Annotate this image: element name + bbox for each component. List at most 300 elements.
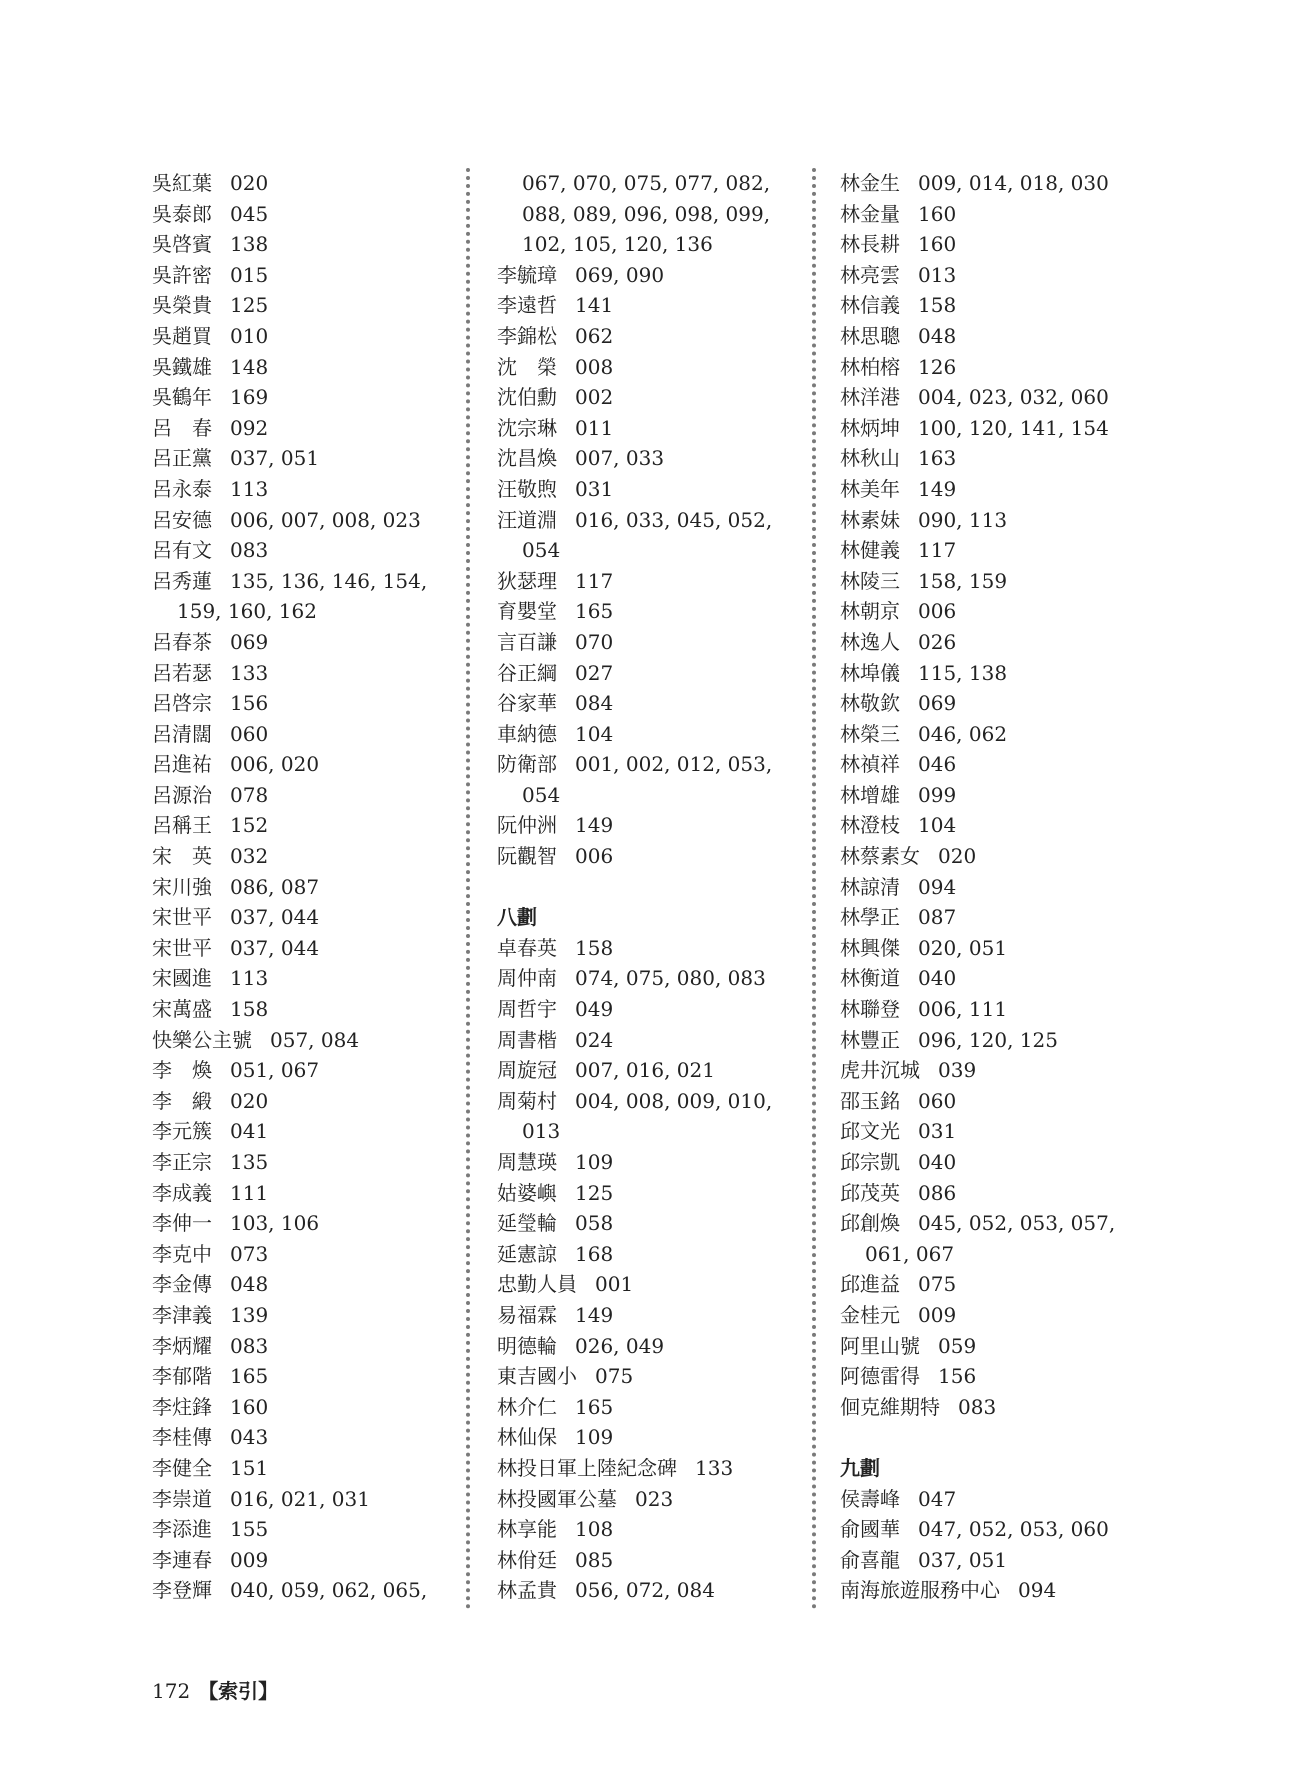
entry-name: 林蔡素女 [840,844,920,869]
entry-name: 吳許密 [152,262,212,287]
entry-pages: 094 [1018,1578,1057,1603]
index-entry [152,933,472,964]
entry-pages: 135 [230,1150,269,1174]
entry-pages: 096, 120, 125 [918,1027,1058,1052]
index-column-1 [152,168,472,1606]
entry-pages: 074, 075, 080, 083 [575,966,766,991]
entry-name: 周旋冠 [497,1058,557,1083]
entry-name: 周菊村 [497,1088,557,1113]
index-entry [152,841,472,872]
index-entry [152,902,472,933]
index-entry [152,749,472,780]
entry-pages: 111 [230,1180,269,1205]
entry-pages: 151 [230,1455,269,1480]
index-entry [152,688,472,719]
index-entry [152,1239,472,1270]
entry-pages: 141 [575,293,614,318]
entry-name: 佪克維期特 [840,1394,940,1419]
index-entry [497,1422,817,1453]
entry-pages: 126 [918,354,957,379]
index-entry-continuation: 054 [522,782,561,807]
index-entry [840,810,1160,841]
entry-pages: 075 [918,1272,957,1297]
entry-name: 李錦松 [497,323,557,348]
entry-name: 呂春茶 [152,629,212,654]
index-entry [152,810,472,841]
entry-name: 忠勤人員 [497,1272,577,1297]
entry-name: 侯壽峰 [840,1486,900,1511]
index-entry [840,1484,1160,1515]
index-entry [497,1300,817,1331]
index-entry [152,1025,472,1056]
entry-name: 李添進 [152,1517,212,1542]
index-entry [840,1269,1160,1300]
blank-line [840,1422,1160,1453]
entry-pages: 133 [230,660,269,685]
entry-pages: 004, 008, 009, 010, [575,1088,773,1113]
index-entry [840,535,1160,566]
entry-pages: 020, 051 [918,935,1008,960]
entry-name: 呂稱王 [152,813,212,838]
entry-name: 谷家華 [497,691,557,716]
index-entry [840,719,1160,750]
index-column-2 [497,168,817,1606]
entry-pages: 059 [938,1333,977,1358]
entry-pages: 004, 023, 032, 060 [918,385,1109,410]
index-entry [497,290,817,321]
index-entry [152,1300,472,1331]
index-entry [152,199,472,230]
entry-pages: 149 [575,813,614,838]
index-entry-continuation: 159, 160, 162 [177,599,317,624]
index-entry [152,872,472,903]
entry-name: 林享能 [497,1517,557,1542]
entry-pages: 058 [575,1211,614,1236]
index-entry [497,658,817,689]
entry-name: 沈宗琳 [497,415,557,440]
entry-name: 李 緞 [152,1088,212,1113]
index-entry [840,505,1160,536]
entry-pages: 104 [918,813,957,838]
entry-pages: 165 [575,599,614,624]
entry-pages: 031 [575,476,614,501]
entry-name: 易福霖 [497,1302,557,1327]
index-entry [497,260,817,291]
entry-pages: 090, 113 [918,507,1008,532]
entry-name: 南海旅遊服務中心 [840,1578,1000,1603]
index-entry [840,1575,1160,1606]
entry-name: 林禎祥 [840,752,900,777]
entry-pages: 158, 159 [918,568,1008,593]
index-entry [152,1178,472,1209]
entry-pages: 083 [958,1394,997,1419]
entry-name: 宋國進 [152,966,212,991]
index-entry [152,290,472,321]
entry-name: 沈伯勳 [497,385,557,410]
index-entry [152,229,472,260]
entry-name: 林投日軍上陸紀念碑 [497,1455,677,1480]
entry-pages: 060 [918,1088,957,1113]
entry-name: 林埠儀 [840,660,900,685]
entry-pages: 047 [918,1486,957,1511]
entry-name: 李崇道 [152,1486,212,1511]
index-entry [840,1331,1160,1362]
entry-name: 李元簇 [152,1119,212,1144]
entry-name: 李正宗 [152,1150,212,1174]
column-separator [466,168,470,1610]
entry-pages: 100, 120, 141, 154 [918,415,1109,440]
index-entry [840,596,1160,627]
entry-pages: 057, 084 [270,1027,360,1052]
entry-name: 言百謙 [497,629,557,654]
index-entry [152,1055,472,1086]
entry-name: 林豐正 [840,1027,900,1052]
entry-pages: 069, 090 [575,262,665,287]
entry-pages: 108 [575,1517,614,1542]
entry-pages: 047, 052, 053, 060 [918,1517,1109,1542]
entry-pages: 133 [695,1455,734,1480]
entry-pages: 041 [230,1119,269,1144]
index-entry [152,535,472,566]
entry-name: 呂永泰 [152,476,212,501]
entry-pages: 115, 138 [918,660,1008,685]
entry-pages: 048 [918,323,957,348]
entry-pages: 158 [575,935,614,960]
index-entry [152,566,472,597]
index-entry [840,933,1160,964]
index-entry [152,1484,472,1515]
entry-pages: 169 [230,385,269,410]
index-entry [152,1361,472,1392]
entry-name: 沈昌煥 [497,446,557,471]
entry-name: 吳榮貴 [152,293,212,318]
entry-pages: 113 [230,966,269,991]
entry-name: 金桂元 [840,1302,900,1327]
entry-pages: 160 [230,1394,269,1419]
index-entry [840,1025,1160,1056]
index-entry-continuation: 061, 067 [865,1241,955,1266]
entry-name: 林思聰 [840,323,900,348]
section-heading: 八劃 [497,905,537,930]
index-entry [497,1178,817,1209]
entry-pages: 046, 062 [918,721,1008,746]
index-entry [497,1361,817,1392]
entry-pages: 075 [595,1364,634,1389]
entry-name: 東吉國小 [497,1364,577,1389]
entry-name: 林投國軍公墓 [497,1486,617,1511]
entry-name: 林亮雲 [840,262,900,287]
index-entry [497,474,817,505]
index-entry [497,810,817,841]
entry-pages: 155 [230,1517,269,1542]
entry-name: 林佾廷 [497,1547,557,1572]
blank-line [497,872,817,903]
entry-pages: 160 [918,201,957,226]
entry-name: 吳鶴年 [152,385,212,410]
entry-name: 李炷鋒 [152,1394,212,1419]
entry-pages: 020 [938,844,977,869]
index-entry [152,963,472,994]
index-entry-continuation: 067, 070, 075, 077, 082, [522,171,771,195]
entry-pages: 092 [230,415,269,440]
entry-pages: 083 [230,1333,269,1358]
entry-pages: 117 [918,538,957,563]
entry-name: 汪道淵 [497,507,557,532]
index-entry [840,1545,1160,1576]
entry-pages: 152 [230,813,269,838]
entry-name: 防衛部 [497,752,557,777]
entry-pages: 084 [575,691,614,716]
entry-name: 呂啓宗 [152,691,212,716]
entry-name: 邱茂英 [840,1180,900,1205]
index-entry [497,352,817,383]
entry-pages: 070 [575,629,614,654]
entry-name: 邱進益 [840,1272,900,1297]
entry-name: 宋世平 [152,905,212,930]
entry-name: 林柏榕 [840,354,900,379]
entry-name: 周慧瑛 [497,1150,557,1174]
index-entry [497,719,817,750]
page-footer [152,1675,278,1704]
index-entry [152,627,472,658]
index-entry [840,1055,1160,1086]
entry-name: 周哲宇 [497,997,557,1022]
entry-pages: 149 [918,476,957,501]
index-entry [152,413,472,444]
index-entry [152,382,472,413]
entry-name: 李金傳 [152,1272,212,1297]
entry-pages: 156 [938,1364,977,1389]
index-entry [497,413,817,444]
index-entry [152,1575,472,1606]
index-entry-continuation: 088, 089, 096, 098, 099, [522,201,771,226]
entry-name: 呂有文 [152,538,212,563]
entry-name: 姑婆嶼 [497,1180,557,1205]
index-entry [840,474,1160,505]
entry-name: 李 煥 [152,1058,212,1083]
entry-pages: 009 [918,1302,957,1327]
entry-name: 林長耕 [840,232,900,257]
entry-pages: 138 [230,232,269,257]
entry-name: 卓春英 [497,935,557,960]
index-entry [152,658,472,689]
entry-name: 李伸一 [152,1211,212,1236]
entry-pages: 006 [575,844,614,869]
entry-name: 林孟貴 [497,1578,557,1603]
entry-name: 林逸人 [840,629,900,654]
index-entry [840,688,1160,719]
entry-pages: 069 [918,691,957,716]
entry-name: 林秋山 [840,446,900,471]
index-entry [840,1208,1160,1239]
index-entry [840,963,1160,994]
entry-pages: 062 [575,323,614,348]
entry-pages: 083 [230,538,269,563]
entry-name: 林諒清 [840,874,900,899]
entry-name: 林金生 [840,171,900,195]
index-entry [840,1392,1160,1423]
entry-name: 呂安德 [152,507,212,532]
index-entry [840,1178,1160,1209]
index-entry [840,1116,1160,1147]
entry-pages: 009, 014, 018, 030 [918,171,1109,195]
entry-name: 林信義 [840,293,900,318]
entry-name: 宋川強 [152,874,212,899]
index-entry [497,841,817,872]
entry-name: 林仙保 [497,1425,557,1450]
entry-pages: 020 [230,1088,269,1113]
index-entry [497,596,817,627]
entry-name: 林炳坤 [840,415,900,440]
index-entry [840,229,1160,260]
entry-name: 吳趙買 [152,323,212,348]
index-entry [152,1269,472,1300]
entry-name: 延瑩輪 [497,1211,557,1236]
entry-pages: 026, 049 [575,1333,665,1358]
entry-pages: 069 [230,629,269,654]
index-entry [840,902,1160,933]
index-entry [497,1575,817,1606]
index-entry [497,1514,817,1545]
entry-name: 宋 英 [152,844,212,869]
index-entry [840,443,1160,474]
entry-pages: 087 [918,905,957,930]
entry-pages: 048 [230,1272,269,1297]
entry-pages: 049 [575,997,614,1022]
index-entry [497,994,817,1025]
entry-pages: 020 [230,171,269,195]
entry-name: 李連春 [152,1547,212,1572]
index-entry [840,168,1160,199]
index-entry [152,1116,472,1147]
index-entry [152,1086,472,1117]
entry-name: 李健全 [152,1455,212,1480]
entry-pages: 040 [918,1150,957,1174]
index-entry [840,566,1160,597]
entry-name: 林素妹 [840,507,900,532]
index-entry [497,1208,817,1239]
entry-pages: 037, 051 [230,446,320,471]
entry-pages: 149 [575,1302,614,1327]
entry-name: 邱文光 [840,1119,900,1144]
index-entry [840,994,1160,1025]
entry-pages: 135, 136, 146, 154, [230,568,428,593]
entry-pages: 032 [230,844,269,869]
entry-name: 快樂公主號 [152,1027,252,1052]
index-entry [497,1331,817,1362]
entry-pages: 016, 021, 031 [230,1486,370,1511]
entry-pages: 013 [918,262,957,287]
entry-name: 呂秀蓮 [152,568,212,593]
index-entry [497,1392,817,1423]
entry-pages: 007, 016, 021 [575,1058,715,1083]
index-entry [497,1055,817,1086]
entry-pages: 086, 087 [230,874,320,899]
entry-pages: 006 [918,599,957,624]
entry-name: 谷正綱 [497,660,557,685]
index-entry [497,1453,817,1484]
index-entry [152,443,472,474]
index-entry [497,321,817,352]
entry-pages: 113 [230,476,269,501]
index-entry [840,382,1160,413]
entry-name: 宋萬盛 [152,997,212,1022]
entry-name: 阿里山號 [840,1333,920,1358]
index-entry [497,1025,817,1056]
entry-name: 明德輪 [497,1333,557,1358]
entry-pages: 051, 067 [230,1058,320,1083]
entry-name: 李郁階 [152,1364,212,1389]
index-entry [497,1086,817,1117]
index-entry [152,1208,472,1239]
index-entry [152,1453,472,1484]
index-entry [840,413,1160,444]
entry-pages: 078 [230,782,269,807]
index-entry [840,780,1160,811]
entry-pages: 104 [575,721,614,746]
entry-name: 阮觀智 [497,844,557,869]
entry-pages: 125 [575,1180,614,1205]
entry-name: 林榮三 [840,721,900,746]
index-entry [840,872,1160,903]
entry-pages: 073 [230,1241,269,1266]
entry-name: 吳泰郎 [152,201,212,226]
entry-pages: 006, 111 [918,997,1008,1022]
index-entry [497,749,817,780]
entry-name: 李遠哲 [497,293,557,318]
entry-name: 汪敬煦 [497,476,557,501]
column-separator [812,168,816,1610]
entry-name: 林介仁 [497,1394,557,1419]
index-entry [497,1484,817,1515]
entry-pages: 008 [575,354,614,379]
entry-pages: 158 [918,293,957,318]
entry-name: 林增雄 [840,782,900,807]
index-entry [152,505,472,536]
entry-pages: 165 [575,1394,614,1419]
index-entry [152,474,472,505]
entry-pages: 085 [575,1547,614,1572]
index-entry [152,1514,472,1545]
entry-pages: 006, 020 [230,752,320,777]
index-entry [152,1147,472,1178]
entry-pages: 001, 002, 012, 053, [575,752,773,777]
entry-pages: 163 [918,446,957,471]
entry-name: 林學正 [840,905,900,930]
entry-name: 林健義 [840,538,900,563]
entry-pages: 016, 033, 045, 052, [575,507,773,532]
index-entry [152,168,472,199]
index-entry [497,566,817,597]
index-entry [840,841,1160,872]
entry-pages: 006, 007, 008, 023 [230,507,421,532]
entry-name: 李登輝 [152,1578,212,1603]
entry-pages: 156 [230,691,269,716]
index-entry-continuation: 054 [522,538,561,563]
entry-name: 阮仲洲 [497,813,557,838]
index-entry [840,1361,1160,1392]
entry-name: 阿德雷得 [840,1364,920,1389]
entry-name: 俞國華 [840,1517,900,1542]
entry-pages: 037, 044 [230,905,320,930]
index-entry [840,321,1160,352]
entry-name: 林聯登 [840,997,900,1022]
index-entry [497,382,817,413]
entry-name: 沈 榮 [497,354,557,379]
index-entry [152,352,472,383]
index-entry [152,1331,472,1362]
entry-pages: 010 [230,323,269,348]
